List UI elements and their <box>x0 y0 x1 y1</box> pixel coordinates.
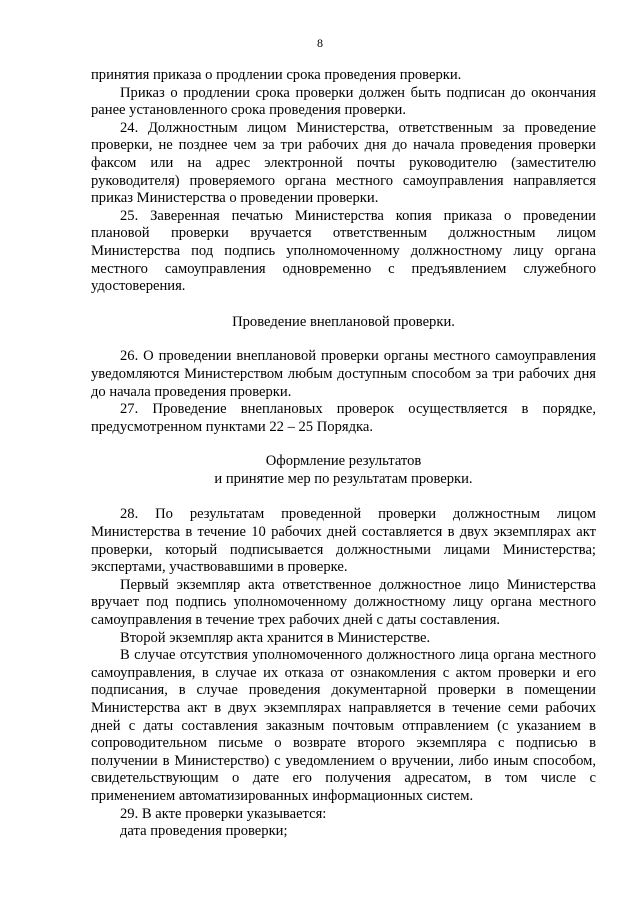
paragraph-extension-order: Приказ о продлении срока проверки должен быть подписан до окончания ранее установленного срока проведения проверки. <box>91 84 596 119</box>
paragraph-24: 24. Должностным лицом Министерства, ответственным за проведение проверки, не позднее чем за три рабочих дня до начала проведения проверки факсом или на адрес электронной почты руководителю (заместителю руководителя) проверяемого органа местного самоуправления направляется приказ Министерства о проведении проверки. <box>91 119 596 207</box>
paragraph-continuation: принятия приказа о продлении срока проведения проверки. <box>91 67 462 83</box>
section-heading-results-line-2: и принятие мер по результатам проверки. <box>214 470 473 487</box>
paragraph-first-copy: Первый экземпляр акта ответственное должностное лицо Министерства вручает под подпись уполномоченному должностному лицу органа местного самоуправления в течение трех рабочих дней с даты составления. <box>91 576 596 629</box>
page-content <box>91 67 596 841</box>
section-heading-results-line-1: Оформление результатов <box>265 453 422 470</box>
paragraph-26: 26. О проведении внеплановой проверки органы местного самоуправления уведомляются Министерством любым доступным способом за три рабочих дня до начала проведения проверки. <box>91 348 596 400</box>
section-heading-unscheduled-inspection: Проведение внеплановой проверки. <box>232 313 455 330</box>
list-item-inspection-date: дата проведения проверки; <box>120 823 288 840</box>
paragraph-29: 29. В акте проверки указывается: <box>120 805 327 822</box>
paragraph-absence-case: В случае отсутствия уполномоченного должностного лица органа местного самоуправления, в случае их отказа от ознакомления с актом проверки и его подписания, в случае проведения документарной проверки в помещении Министерства акт в двух экземплярах направляется в течение семи рабочих дней с даты составления заказным почтовым отправлением (с указанием в сопроводительном письме о возврате второго экземпляра с подписью в получении в Министерство) с уведомлением о вручении, либо иным способом, свидетельствующим о дате его получения адресатом, в том числе с применением автоматизированных информационных систем. <box>91 647 596 804</box>
paragraph-25: 25. Заверенная печатью Министерства копия приказа о проведении плановой проверки вручается ответственным должностным лицом Министерства под подпись уполномоченному должностному лицу органа местного самоуправления одновременно с предъявлением служебного удостоверения. <box>91 207 596 295</box>
page-number: 8 <box>317 36 323 50</box>
paragraph-28: 28. По результатам проведенной проверки должностным лицом Министерства в течение 10 рабочих дней составляется в двух экземплярах акт проверки, который подписывается должностными лицами Министерства; экспертами, участвовавшими в проверке. <box>91 506 596 576</box>
paragraph-second-copy: Второй экземпляр акта хранится в Министерстве. <box>120 629 431 646</box>
paragraph-27: 27. Проведение внеплановых проверок осуществляется в порядке, предусмотренном пунктами 22 – 25 Порядка. <box>91 401 596 435</box>
